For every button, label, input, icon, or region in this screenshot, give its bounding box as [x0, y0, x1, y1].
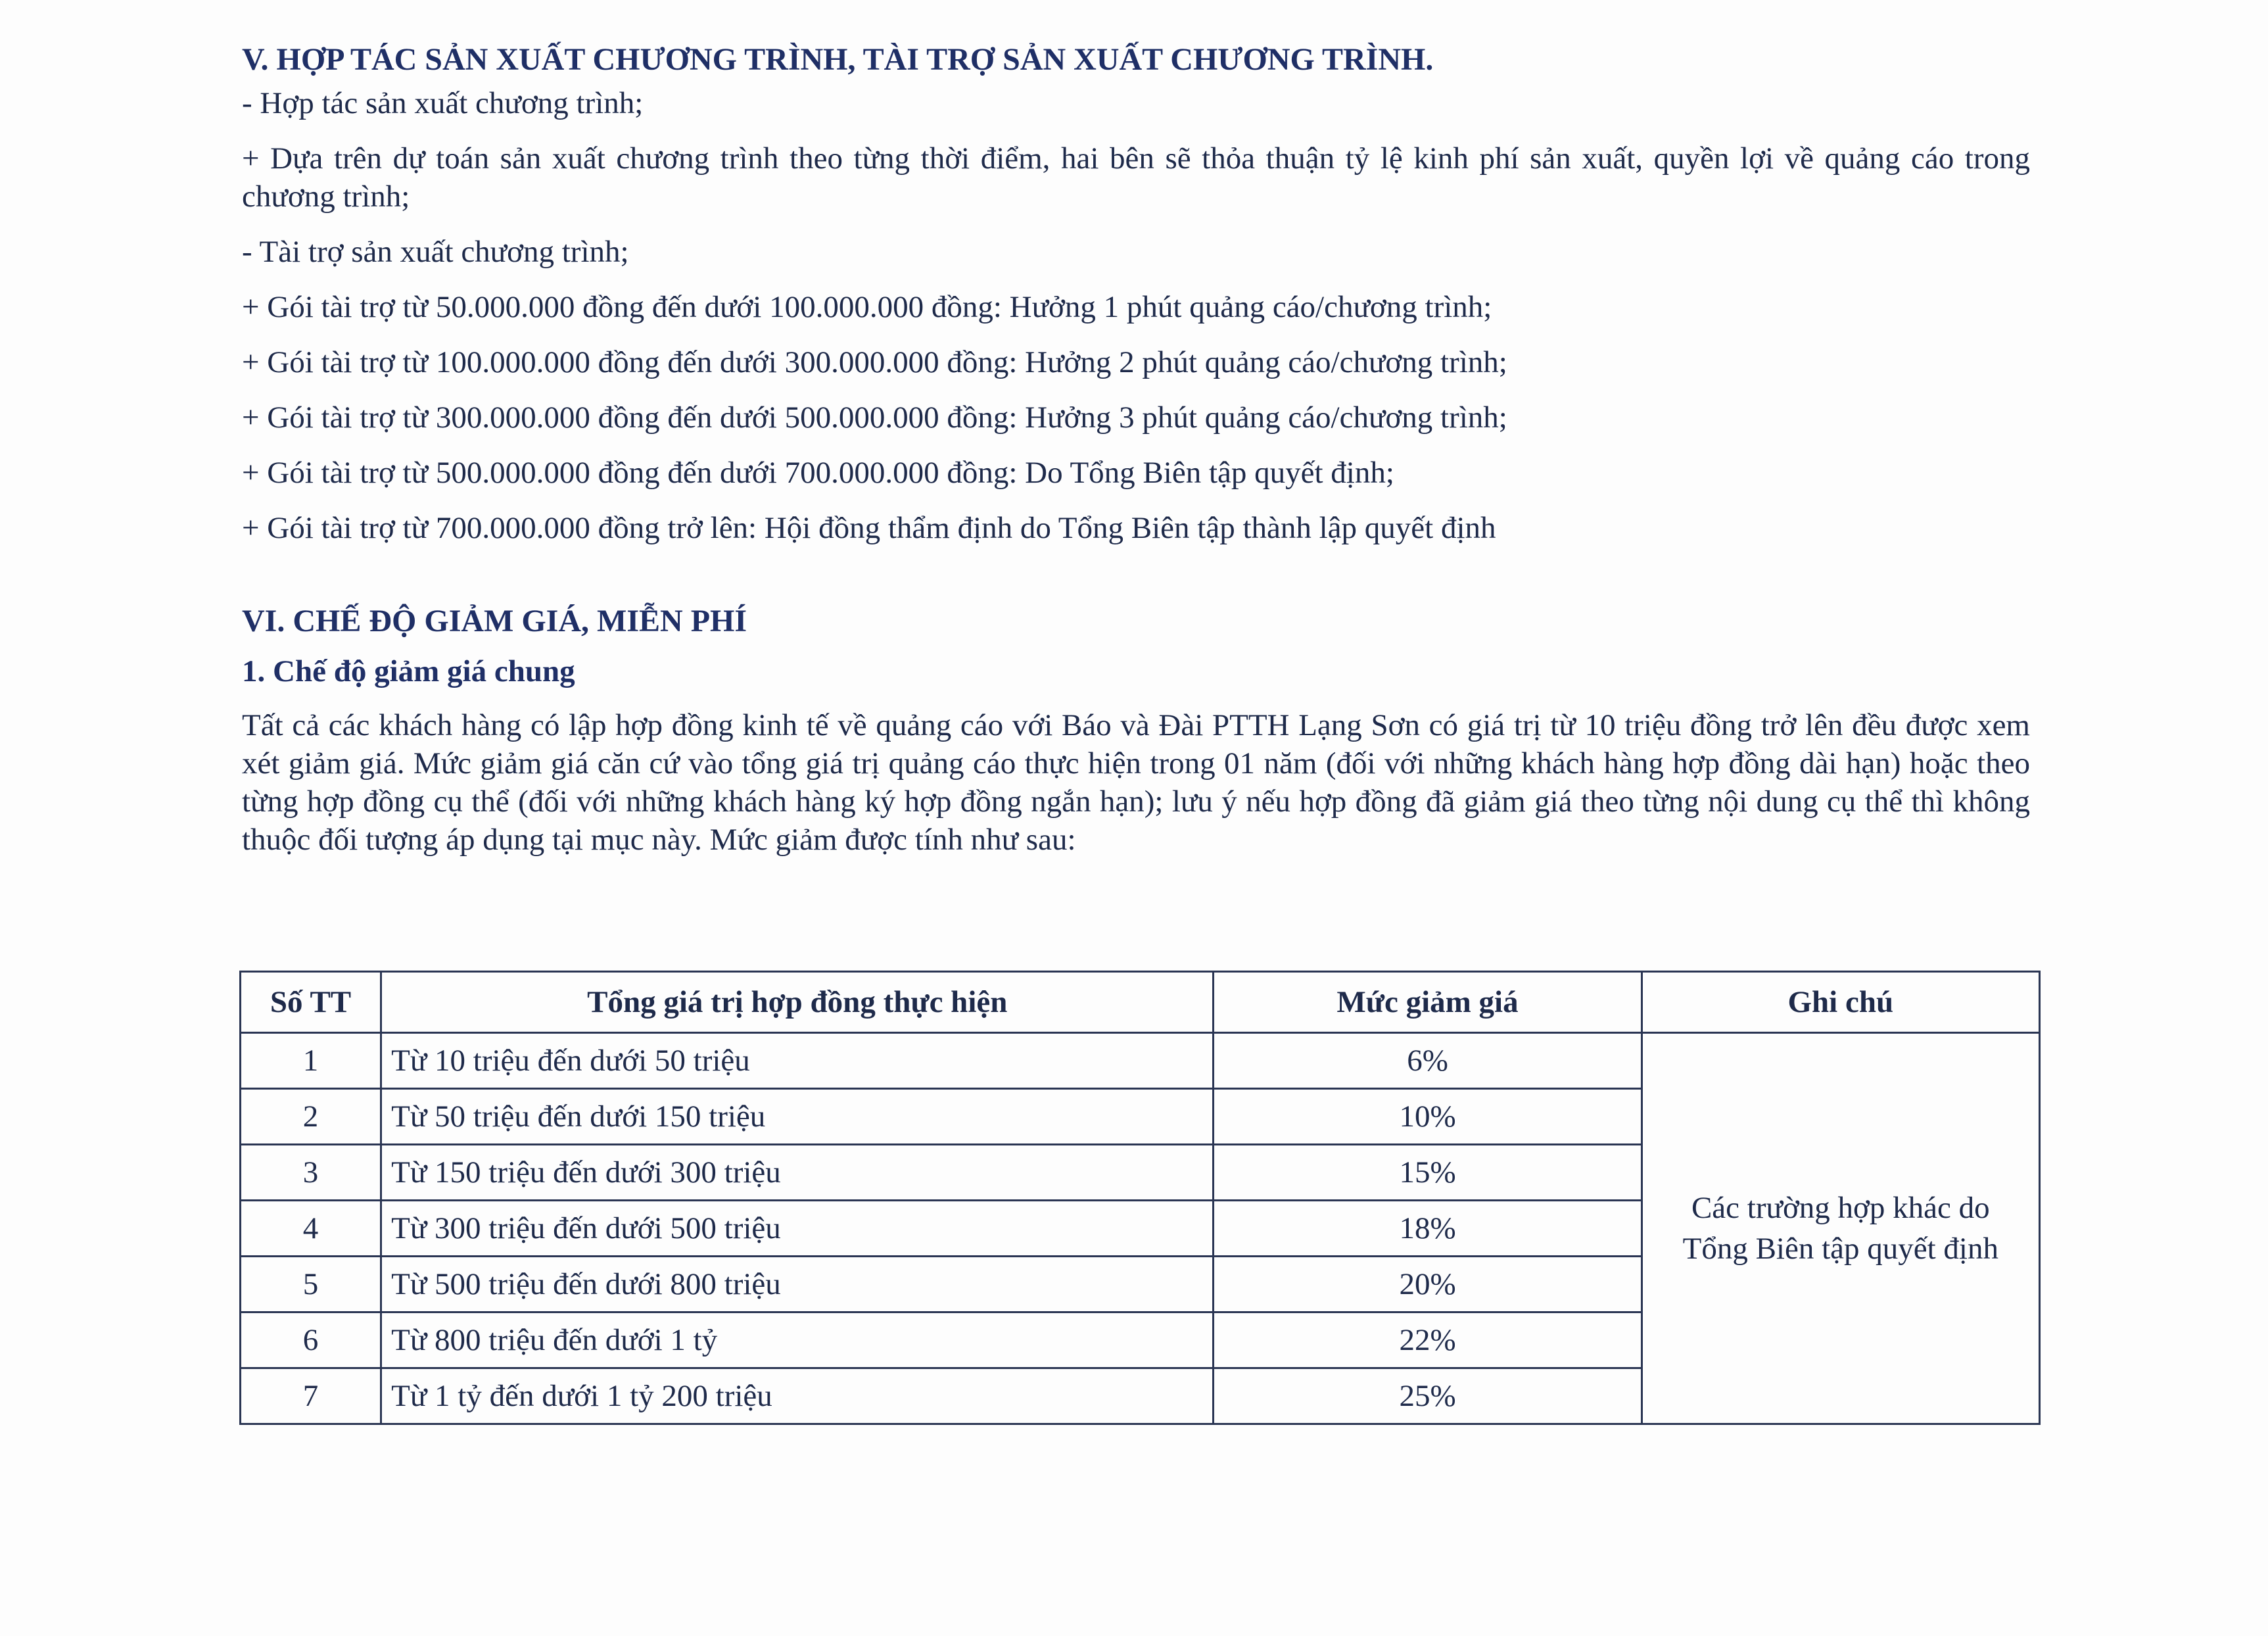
cooperation-text: + Dựa trên dự toán sản xuất chương trình theo từng thời điểm, hai bên sẽ thỏa thuận tỷ lệ kinh phí sản xuất, quyền lợi về quảng cáo trong chương trình; — [242, 141, 2030, 214]
document-page — [242, 39, 2030, 859]
row-discount: 15% — [1214, 1145, 1642, 1201]
row-value-range: Từ 10 triệu đến dưới 50 triệu — [381, 1033, 1214, 1089]
row-value-range: Từ 1 tỷ đến dưới 1 tỷ 200 triệu — [381, 1368, 1214, 1424]
discount-table — [239, 971, 2041, 1425]
row-discount: 22% — [1214, 1312, 1642, 1368]
row-discount: 10% — [1214, 1089, 1642, 1145]
row-note — [1642, 1033, 2039, 1424]
note-line-2: Tổng Biên tập quyết định — [1682, 1232, 1998, 1266]
sponsorship-package-5: + Gói tài trợ từ 700.000.000 đồng trở lên: Hội đồng thẩm định do Tổng Biên tập thành lập quyết định — [242, 511, 1496, 545]
row-number: 2 — [241, 1089, 381, 1145]
row-value-range: Từ 50 triệu đến dưới 150 triệu — [381, 1089, 1214, 1145]
row-number: 3 — [241, 1145, 381, 1201]
sponsorship-package-4: + Gói tài trợ từ 500.000.000 đồng đến dưới 700.000.000 đồng: Do Tổng Biên tập quyết định; — [242, 456, 1394, 490]
row-number: 7 — [241, 1368, 381, 1424]
row-number: 6 — [241, 1312, 381, 1368]
note-line-1: Các trường hợp khác do — [1691, 1191, 1990, 1225]
row-value-range: Từ 500 triệu đến dưới 800 triệu — [381, 1257, 1214, 1312]
row-discount: 18% — [1214, 1201, 1642, 1257]
section-6-subheading: 1. Chế độ giảm giá chung — [242, 654, 575, 688]
row-discount: 6% — [1214, 1033, 1642, 1089]
table-row — [241, 1033, 2040, 1089]
header-contract-value: Tổng giá trị hợp đồng thực hiện — [381, 972, 1214, 1033]
row-value-range: Từ 150 triệu đến dưới 300 triệu — [381, 1145, 1214, 1201]
row-value-range: Từ 800 triệu đến dưới 1 tỷ — [381, 1312, 1214, 1368]
sponsorship-package-3: + Gói tài trợ từ 300.000.000 đồng đến dưới 500.000.000 đồng: Hưởng 3 phút quảng cáo/chương trình; — [242, 400, 1507, 435]
sponsorship-label: - Tài trợ sản xuất chương trình; — [242, 235, 629, 269]
sponsorship-package-2: + Gói tài trợ từ 100.000.000 đồng đến dưới 300.000.000 đồng: Hưởng 2 phút quảng cáo/chương trình; — [242, 345, 1507, 379]
sponsorship-package-1: + Gói tài trợ từ 50.000.000 đồng đến dưới 100.000.000 đồng: Hưởng 1 phút quảng cáo/chương trình; — [242, 290, 1492, 324]
header-discount: Mức giảm giá — [1214, 972, 1642, 1033]
row-number: 1 — [241, 1033, 381, 1089]
row-number: 4 — [241, 1201, 381, 1257]
header-note: Ghi chú — [1642, 972, 2039, 1033]
row-discount: 20% — [1214, 1257, 1642, 1312]
row-number: 5 — [241, 1257, 381, 1312]
section-5-heading: V. HỢP TÁC SẢN XUẤT CHƯƠNG TRÌNH, TÀI TRỢ SẢN XUẤT CHƯƠNG TRÌNH. — [242, 42, 1434, 77]
cooperation-label: - Hợp tác sản xuất chương trình; — [242, 86, 644, 120]
row-value-range: Từ 300 triệu đến dưới 500 triệu — [381, 1201, 1214, 1257]
section-6-heading: VI. CHẾ ĐỘ GIẢM GIÁ, MIỄN PHÍ — [242, 604, 747, 638]
row-discount: 25% — [1214, 1368, 1642, 1424]
header-no: Số TT — [241, 972, 381, 1033]
table-header-row — [241, 972, 2040, 1033]
discount-paragraph: Tất cả các khách hàng có lập hợp đồng kinh tế về quảng cáo với Báo và Đài PTTH Lạng Sơn có giá trị từ 10 triệu đồng trở lên đều được xem xét giảm giá. Mức giảm giá căn cứ vào tổng giá trị quảng cáo thực hiện trong 01 năm (đối với những khách hàng hợp đồng dài hạn) hoặc theo từng hợp đồng cụ thể (đối với những khách hàng ký hợp đồng ngắn hạn); lưu ý nếu hợp đồng đã giảm giá theo từng nội dung cụ thể thì không thuộc đối tượng áp dụng tại mục này. Mức giảm được tính như sau: — [242, 708, 2030, 857]
